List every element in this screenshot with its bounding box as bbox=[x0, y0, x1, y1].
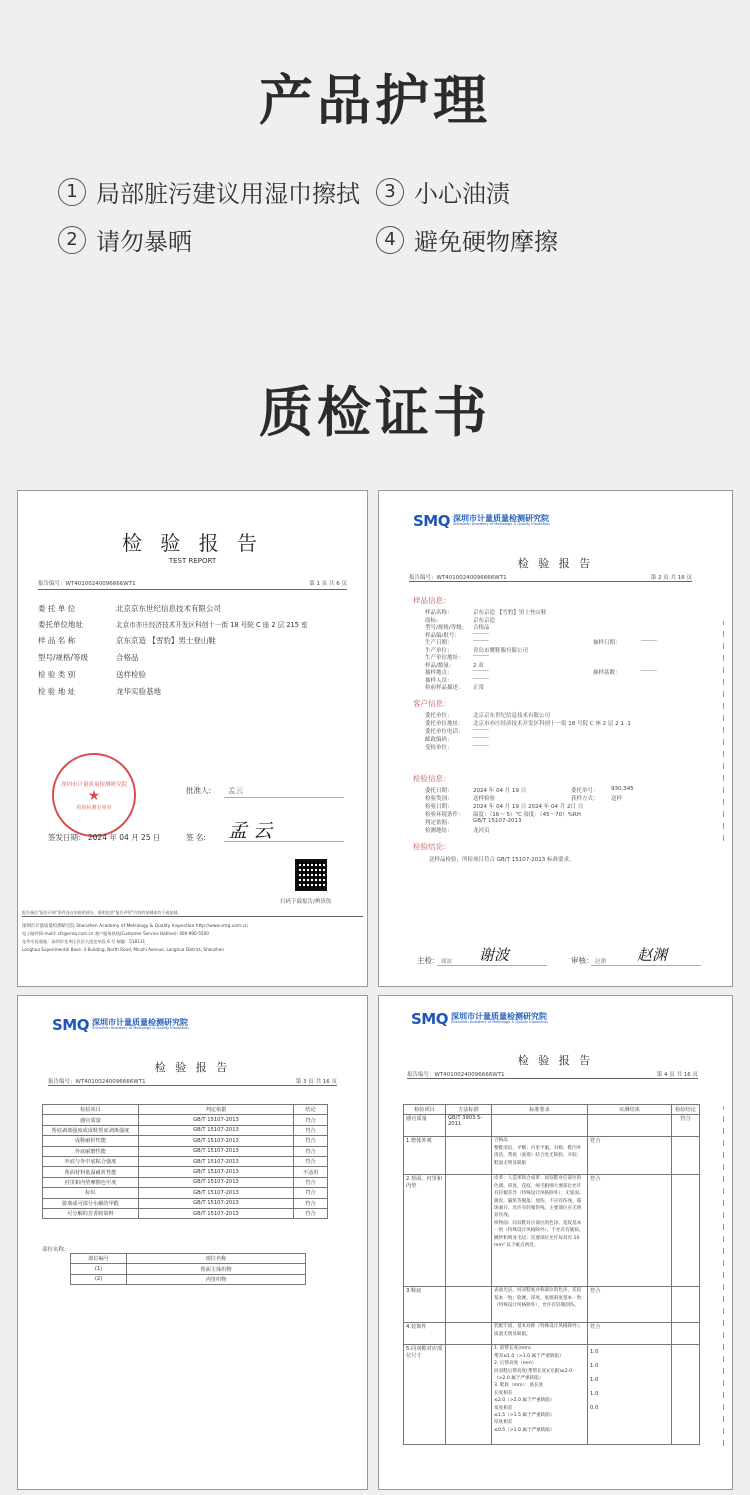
table-cell: 1. 前帮长度(mm) 帮差≤1.0（>1.0 属于严重缺陷） 2. 后帮高度（mm） 同双鞋后帮高度(帮帮长度)(无跟)≤2.0（>2.0 属于严重缺陷） 3. 鞋底（mm）：底长度 长度相差 ≤2.0（>2.0 属于严重缺陷） 宽度相差 ≤1.5（>1.5 属于严重缺陷） 厚度相差 ≤0.5（>1.0 属于严重缺陷） bbox=[492, 1345, 588, 1445]
care-item-text: 请勿暴晒 bbox=[96, 228, 192, 256]
sample-value: -------- bbox=[473, 630, 489, 637]
test-value-right: 930,345 bbox=[611, 786, 634, 792]
conclusion-heading: 检验结论： bbox=[413, 842, 451, 851]
circled-number-icon: 1 bbox=[58, 178, 86, 206]
sample-list bbox=[425, 608, 546, 691]
table-cell: 1.整体外观 bbox=[404, 1137, 446, 1175]
table-cell: 不适用 bbox=[294, 1167, 328, 1177]
test-key-right: 委托单号： bbox=[571, 788, 599, 794]
sample-key: 生产单位地址： bbox=[425, 655, 464, 661]
table-cell: 符合 bbox=[294, 1177, 328, 1187]
table-row bbox=[404, 1345, 700, 1445]
table-cell: 符合 bbox=[294, 1208, 328, 1218]
signature: 孟 云 bbox=[228, 820, 273, 842]
table-cell: 符合 bbox=[294, 1136, 328, 1146]
client-key: 委托单位地址： bbox=[425, 721, 464, 727]
test-value: 2024 年 04 月 19 日 2024 年 04 月 2日 日 bbox=[473, 804, 584, 810]
table-row bbox=[404, 1137, 700, 1175]
table-cell bbox=[672, 1323, 700, 1345]
table-cell bbox=[672, 1287, 700, 1323]
client-value: 北京市亦庄经济技术开发区科创十一街 18 号院 C 座 2 层 2 1 .1 bbox=[473, 721, 631, 727]
table-cell: GB/T 15107-2013 bbox=[138, 1198, 293, 1208]
smq-mark: SMQ bbox=[413, 512, 450, 530]
table-header: 部位名称 bbox=[127, 1254, 306, 1264]
table-cell: 可分解的芳香胺染料 bbox=[43, 1208, 139, 1218]
table-cell: 符合 bbox=[294, 1156, 328, 1166]
table-cell: 符合 bbox=[294, 1146, 328, 1156]
official-seal bbox=[52, 753, 136, 837]
footer-org: 深圳市计量质量检测研究院 Shenzhen Academy of Metrology & Quality Inspection http://www.smq.com.cn bbox=[22, 924, 248, 929]
client-list bbox=[425, 711, 631, 751]
table-cell: 符合 bbox=[294, 1115, 328, 1125]
smq-name-cn: 深圳市计量质量检测研究院 bbox=[91, 1018, 188, 1028]
table-cell: 1.0 1.0 1.0 1.0 0.0 bbox=[588, 1345, 672, 1445]
table-cell: 符合 bbox=[672, 1115, 700, 1137]
sample-key-right: 抽样基数： bbox=[593, 670, 621, 676]
test-list bbox=[425, 786, 583, 834]
report-number: 报告编号：WT40100240096666WT1 bbox=[407, 1072, 505, 1078]
table-cell: 4.装饰件 bbox=[404, 1323, 446, 1345]
client-value: -------- bbox=[473, 727, 489, 733]
table-cell: GB/T 15107-2013 bbox=[138, 1115, 293, 1125]
table-cell: 帮底剥离强度或成鞋帮底剥离强度 bbox=[43, 1125, 139, 1135]
table-cell bbox=[446, 1345, 492, 1445]
sample-key: 样品编/批号： bbox=[425, 632, 460, 639]
client-key: 委托单位电话： bbox=[425, 729, 464, 735]
table-cell: 符合 bbox=[294, 1125, 328, 1135]
test-key: 检验环境条件： bbox=[425, 812, 464, 818]
page-number: 第 3 页 共 16 页 bbox=[295, 1079, 337, 1085]
binding-marks bbox=[723, 1106, 724, 1446]
smq-name-en: Shenzhen Academy of Metrology & Quality Inspection bbox=[452, 522, 550, 527]
table-cell: 符合 bbox=[588, 1287, 672, 1323]
report-page-4 bbox=[378, 995, 733, 1490]
table-cell: 感官质量 bbox=[43, 1115, 139, 1125]
table-cell: 符合 bbox=[588, 1175, 672, 1287]
table-header-row bbox=[71, 1254, 306, 1264]
report-number: 报告编号：WT40100240096666WT1 bbox=[38, 581, 136, 587]
sample-key: 生产单位： bbox=[425, 647, 453, 654]
table-cell bbox=[446, 1175, 492, 1287]
smq-name-cn: 深圳市计量质量检测研究院 bbox=[450, 1012, 547, 1022]
table-cell: 3.鞋底 bbox=[404, 1287, 446, 1323]
sample-key: 样品/数量： bbox=[425, 662, 455, 669]
footer-contact: 电子邮件(E-mail): sfz@smq.com.cn 客户服务热线(Customer Service Hotline): 400-990-5500 bbox=[22, 931, 209, 936]
footer-address: 龙华实验基地：深圳市龙华区民治大道龙华段 6 号 邮编：518131 bbox=[22, 939, 146, 944]
table-row bbox=[71, 1264, 306, 1274]
table-header: 方法标准 bbox=[446, 1105, 492, 1115]
sample-key: 样品名称： bbox=[425, 610, 453, 616]
client-value: -------- bbox=[473, 743, 489, 749]
sample-value: -------- bbox=[473, 653, 489, 659]
test-key-right: 获样方式： bbox=[571, 796, 599, 802]
care-item-text: 避免硬物摩擦 bbox=[414, 228, 558, 256]
table-row bbox=[404, 1175, 700, 1287]
test-key: 检验日期： bbox=[425, 804, 453, 810]
table-row bbox=[43, 1125, 328, 1135]
table-header: 检验项目 bbox=[43, 1105, 139, 1115]
divider bbox=[409, 581, 692, 582]
field-label: 委托单位地址 bbox=[38, 620, 83, 629]
examiner-line bbox=[437, 965, 547, 966]
page-number: 第 4 页 共 16 页 bbox=[656, 1072, 698, 1078]
field-label: 检 验 地 址 bbox=[38, 687, 76, 696]
table-header-row bbox=[404, 1105, 700, 1115]
examiner-name: 谢波 bbox=[441, 959, 453, 965]
report-page-1 bbox=[17, 490, 368, 987]
test-value-right: 送样 bbox=[611, 796, 623, 802]
table-header: 标准要求 bbox=[492, 1105, 588, 1115]
test-value: 送样检验 bbox=[473, 796, 496, 802]
cert-heading: 质检证书 bbox=[259, 381, 491, 444]
report-subtitle: TEST REPORT bbox=[168, 557, 217, 565]
divider bbox=[38, 589, 347, 590]
table-row bbox=[43, 1177, 328, 1187]
smq-logo bbox=[413, 512, 550, 530]
test-key: 检测地址： bbox=[425, 828, 453, 834]
reviewer-signature: 赵渊 bbox=[637, 946, 668, 964]
table-cell: GB/T 15107-2013 bbox=[138, 1125, 293, 1135]
table-cell: 合格品 整鞋清洁，平顺；内里平服，对称；鞋内外清洁，帮底（底墙）结合处无缺胶、开胶；鞋面无明显缺陷 bbox=[492, 1137, 588, 1175]
table-row bbox=[71, 1274, 306, 1284]
circled-number-icon: 3 bbox=[376, 178, 404, 206]
table-row bbox=[43, 1156, 328, 1166]
table-cell: 帮面材料低温耐折性能 bbox=[43, 1167, 139, 1177]
table-row bbox=[43, 1146, 328, 1156]
table-cell: GB/T 15107-2013 bbox=[138, 1146, 293, 1156]
table-cell bbox=[672, 1345, 700, 1445]
table-cell: 皮革：人造革和合成革：同双鞋对应部位的色调、厚度、花纹、绒毛粗细大要部位允许有轻微差异（特殊设计风格除外）；无裂面、脱皮、漏浆等脱落；划伤、不应有伤残、霉斑剥开、允许有轻微伤残，主要部位应无明显伤残。 织物面：同双鞋对应部位的色泽、花纹基本一致（特殊设计风格除外），不允许有破损、跳纱和明显毛边；次要部位允许每双有 10 mm² 以下疵点两处。 bbox=[492, 1175, 588, 1287]
smq-name-en: Shenzhen Academy of Metrology & Quality Inspection bbox=[450, 1020, 548, 1025]
report-page-2 bbox=[378, 490, 733, 987]
report-number: 报告编号：WT40100240096666WT1 bbox=[48, 1079, 146, 1085]
sample-key: 生产日期： bbox=[425, 640, 453, 646]
footer-note: 报告备注"报告声明"条件各自的说明部分，说明包括"报告声明"内容的复制或均不视复制。 bbox=[22, 910, 182, 915]
signature-line bbox=[224, 841, 344, 842]
star-icon: ★ bbox=[87, 787, 101, 804]
table-header: 检验项目 bbox=[404, 1105, 446, 1115]
sample-key: 商标： bbox=[425, 617, 442, 624]
sample-value: 京东京造 【雪豹】男士登山鞋 bbox=[473, 610, 547, 616]
reviewer-line bbox=[591, 965, 701, 966]
table-cell: 符合 bbox=[588, 1137, 672, 1175]
conclusion-text: 送样品检验，所检项目符合 GB/T 15107-2013 标准要求。 bbox=[429, 857, 575, 863]
table-header-row bbox=[43, 1105, 328, 1115]
care-item-2 bbox=[58, 222, 192, 257]
test-value: 龙河页 bbox=[473, 828, 490, 834]
page-number: 第 1 页 共 6 页 bbox=[309, 581, 347, 587]
table-cell: 2.帮面、衬里和内垫 bbox=[404, 1175, 446, 1287]
table-cell bbox=[588, 1115, 672, 1137]
examiner-label: 主检： bbox=[417, 956, 440, 965]
report-title: 检 验 报 告 bbox=[154, 1061, 231, 1074]
table-cell bbox=[446, 1287, 492, 1323]
divider bbox=[48, 1085, 337, 1086]
field-label: 委 托 单 位 bbox=[38, 604, 76, 613]
care-item-text: 小心油渍 bbox=[414, 180, 510, 208]
sample-value: -------- bbox=[473, 668, 489, 674]
table-cell: (1) bbox=[71, 1264, 127, 1274]
divider bbox=[407, 1078, 698, 1079]
sample-key: 检前样品描述： bbox=[425, 685, 464, 691]
footer-address-en: Longhua Experimental Base: 4 Building, North Road, Minzhi Avenue, Longhua District, Shenzhen bbox=[22, 947, 225, 952]
client-key: 受检单位： bbox=[425, 745, 453, 751]
smq-mark: SMQ bbox=[52, 1016, 89, 1034]
client-value: -------- bbox=[473, 735, 489, 741]
sample-value: 青岛市鹰鞋服有限公司 bbox=[473, 647, 529, 654]
table-cell: 符合 bbox=[588, 1323, 672, 1345]
table-header: 结论 bbox=[294, 1105, 328, 1115]
circled-number-icon: 4 bbox=[376, 226, 404, 254]
test-key: 判定依据： bbox=[425, 820, 453, 826]
table-header: 判定依据 bbox=[138, 1105, 293, 1115]
table-cell: 内里织物 bbox=[127, 1274, 306, 1284]
table-cell bbox=[446, 1137, 492, 1175]
table-row bbox=[43, 1198, 328, 1208]
client-key: 委托单位： bbox=[425, 713, 453, 719]
field-label: 检 验 类 别 bbox=[38, 670, 76, 679]
table-header: 实测结果 bbox=[588, 1105, 672, 1115]
table-cell: 衬里和内垫摩擦色牢度 bbox=[43, 1177, 139, 1187]
table-cell: 游离或可部分水解的甲醛 bbox=[43, 1198, 139, 1208]
reviewer-name: 赵渊 bbox=[595, 959, 607, 965]
report-page-3 bbox=[17, 995, 368, 1490]
table-cell: (2) bbox=[71, 1274, 127, 1284]
table-row bbox=[404, 1287, 700, 1323]
sample-key: 抽样地点： bbox=[425, 670, 453, 676]
report-title: 检 验 报 告 bbox=[517, 557, 594, 570]
qr-caption: 扫码下载报告/辨真伪 bbox=[280, 899, 332, 905]
test-key: 检验类别： bbox=[425, 796, 453, 802]
table-row bbox=[43, 1208, 328, 1218]
client-heading: 客户信息： bbox=[413, 699, 451, 708]
seal-subtext: 检验检测专用章 bbox=[76, 804, 112, 811]
table-cell: 外底与外中底粘合强度 bbox=[43, 1156, 139, 1166]
table-row bbox=[43, 1167, 328, 1177]
page-number: 第 2 页 共 16 页 bbox=[650, 575, 692, 581]
approver-name: 孟云 bbox=[228, 786, 243, 795]
test-heading: 检验信息： bbox=[413, 774, 451, 783]
table-cell: GB/T 15107-2013 bbox=[138, 1136, 293, 1146]
table-cell: GB/T 15107-2013 bbox=[138, 1188, 293, 1198]
field-label: 型号/规格/等级 bbox=[38, 653, 89, 662]
sample-value: 京东京造 bbox=[473, 617, 496, 624]
results-summary-table bbox=[42, 1104, 328, 1219]
issue-date: 签发日期： 2024 年 04 月 25 日 bbox=[48, 833, 161, 842]
report-title: 检 验 报 告 bbox=[121, 531, 264, 555]
sample-value: 合格品 bbox=[473, 625, 490, 631]
table-cell: 帮面主体织物 bbox=[127, 1264, 306, 1274]
table-cell: GB/T 15107-2013 bbox=[138, 1156, 293, 1166]
part-table bbox=[70, 1253, 306, 1285]
approver-label: 批准人: bbox=[186, 786, 212, 795]
field-label: 样 品 名 称 bbox=[38, 636, 76, 645]
table-cell bbox=[672, 1137, 700, 1175]
detail-results-table bbox=[403, 1104, 700, 1445]
table-row bbox=[404, 1323, 700, 1345]
care-item-1 bbox=[58, 174, 360, 209]
binding-marks bbox=[723, 621, 724, 841]
test-value: GB/T 15107-2013 bbox=[473, 818, 522, 824]
table-cell: 标识 bbox=[43, 1188, 139, 1198]
table-cell: GB/T 15107-2013 bbox=[138, 1208, 293, 1218]
table-cell: GB/T 15107-2013 bbox=[138, 1177, 293, 1187]
sample-key: 型号/规格/等级： bbox=[425, 625, 468, 631]
table-row bbox=[43, 1136, 328, 1146]
sample-value-right: -------- bbox=[641, 638, 657, 644]
smq-logo bbox=[52, 1016, 189, 1034]
table-cell: 装配牢固，基本对称（特殊设计风格除外），质量无明显缺陷。 bbox=[492, 1323, 588, 1345]
reviewer-label: 审核： bbox=[571, 956, 594, 965]
table-header: 检验结论 bbox=[672, 1105, 700, 1115]
table-cell: 符合 bbox=[294, 1198, 328, 1208]
circled-number-icon: 2 bbox=[58, 226, 86, 254]
field-value: 送样检验 bbox=[116, 670, 146, 679]
smq-name-cn: 深圳市计量质量检测研究院 bbox=[452, 514, 549, 524]
table-header: 部位编号 bbox=[71, 1254, 127, 1264]
field-value: 北京市亦庄经济技术开发区科创十一街 18 号院 C 座 2 层 215 室 bbox=[116, 621, 308, 629]
sample-value: -------- bbox=[473, 638, 489, 644]
sample-heading: 样品信息： bbox=[413, 596, 451, 605]
sample-key: 抽样人员： bbox=[425, 677, 453, 684]
field-value: 合格品 bbox=[116, 653, 139, 662]
client-value: 北京京东世纪信息技术有限公司 bbox=[473, 713, 551, 719]
report-number: 报告编号：WT40100240096666WT1 bbox=[409, 575, 507, 581]
qr-code[interactable] bbox=[295, 859, 327, 891]
sample-value: 正常 bbox=[473, 685, 485, 691]
approver-line bbox=[224, 797, 344, 798]
table-cell bbox=[672, 1175, 700, 1287]
table-cell: 成鞋耐折性能 bbox=[43, 1136, 139, 1146]
table-cell bbox=[446, 1323, 492, 1345]
test-key: 委托日期： bbox=[425, 788, 453, 794]
sample-value: -------- bbox=[473, 675, 489, 682]
table-row bbox=[404, 1115, 700, 1137]
examiner-signature: 谢波 bbox=[479, 946, 510, 964]
table-cell: 表面光洁，同双鞋底对称部位的色泽、花纹基本一致；软硬、厚度、底墙斜度基本一致（特殊设计风格除外），允许有轻微刮伤。 bbox=[492, 1287, 588, 1323]
care-item-text: 局部脏污建议用湿巾擦拭 bbox=[96, 180, 360, 208]
table-row bbox=[43, 1188, 328, 1198]
table-cell: 感官质量 bbox=[404, 1115, 446, 1137]
table-cell: 外底耐磨性能 bbox=[43, 1146, 139, 1156]
client-key: 邮政编码： bbox=[425, 737, 453, 743]
care-item-4 bbox=[376, 222, 558, 257]
table-cell: GB/T 15107-2013 bbox=[138, 1167, 293, 1177]
field-value: 京东京造 【雪豹】男士登山鞋 bbox=[116, 636, 216, 645]
part-heading: 部位名称： bbox=[42, 1247, 70, 1253]
sample-value-right: -------- bbox=[641, 668, 657, 674]
sample-value: 2 双 bbox=[473, 662, 484, 669]
table-cell: 符合 bbox=[294, 1188, 328, 1198]
seal-text: 深圳市计量质量检测研究院 bbox=[60, 781, 127, 788]
smq-mark: SMQ bbox=[411, 1010, 448, 1028]
care-heading: 产品护理 bbox=[259, 69, 491, 132]
test-value: 温度：（16～ 5）℃ 湿度：（45～70）%RH bbox=[473, 812, 581, 818]
report-title: 检 验 报 告 bbox=[517, 1054, 594, 1067]
table-cell bbox=[492, 1115, 588, 1137]
sample-key-right: 抽样日期： bbox=[593, 640, 621, 646]
sign-label: 签 名: bbox=[186, 833, 206, 842]
test-value: 2024 年 04 月 19 日 bbox=[473, 788, 527, 794]
field-value: 龙华实验基地 bbox=[116, 687, 161, 696]
smq-logo bbox=[411, 1010, 548, 1028]
care-item-3 bbox=[376, 174, 510, 209]
field-value: 北京京东世纪信息技术有限公司 bbox=[116, 604, 221, 613]
footer-divider bbox=[22, 916, 363, 917]
smq-name-en: Shenzhen Academy of Metrology & Quality Inspection bbox=[91, 1026, 189, 1031]
table-row bbox=[43, 1115, 328, 1125]
table-cell: GB/T 3903.5-2011 bbox=[446, 1115, 492, 1137]
table-cell: 5.同双鞋对应部位尺寸 bbox=[404, 1345, 446, 1445]
